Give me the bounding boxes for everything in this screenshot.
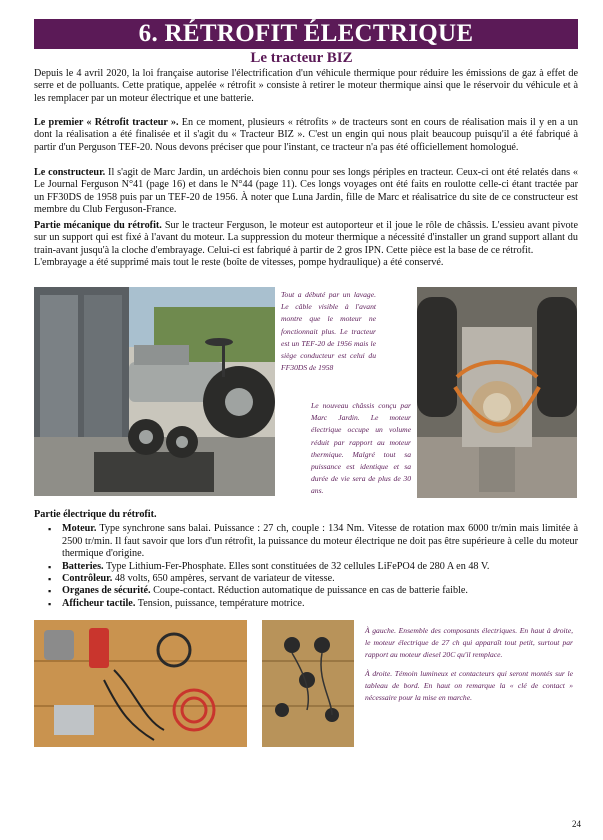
constructeur-paragraph [34, 167, 578, 217]
spec-item-securite: ▪ Organes de sécurité. Coupe-contact. Réduction automatique de puissance en cas de batterie faible. [34, 585, 578, 597]
page-header [34, 19, 578, 49]
page-title: 6. RÉTROFIT ÉLECTRIQUE [138, 20, 474, 47]
electrique-heading: Partie électrique du rétrofit. [34, 509, 157, 520]
caption-components: À gauche. Ensemble des composants électriques. En haut à droite, le moteur électrique de 27 ch qui apparaît tout petit, surtout par rapport au moteur diesel 20C qu'il remplace. À droite. Témoin lumineux et contacteurs qui seront montés sur le tableau de bord. En haut on remarque la « clé de contact » nécessaire pour la mise en marche. [365, 626, 573, 703]
mecanique-paragraph [34, 220, 578, 270]
embrayage-text: L'embrayage a été supprimé mais tout le reste (boîte de vitesses, pompe hydraulique) a été conservé. [34, 257, 444, 269]
spec-item-controleur: ▪ Contrôleur. 48 volts, 650 ampères, servant de variateur de vitesse. [34, 573, 578, 585]
electrique-section [34, 509, 578, 610]
mecanique-label: Partie mécanique du rétrofit. [34, 220, 162, 231]
photo-tractor-wash [34, 287, 275, 496]
spec-item-afficheur: ▪ Afficheur tactile. Tension, puissance, température motrice. [34, 598, 578, 610]
constructeur-text: Il s'agit de Marc Jardin, un ardéchois bien connu pour ses longs périples en tracteur. Ceux-ci ont été relatés dans « Le Journal Ferguson N°41 (page 16) et dans le N°44 (page 11). Ces longs voyages ont été faits en roulotte celle-ci étant tractée par un FF30DS de 1958 puis par un TEF-20 de 1956. À noter que Luna Jardin, fille de Marc et réalisatrice du site de ce constructeur est membre du Club Ferguson-France. [34, 167, 578, 216]
electrique-list [34, 523, 578, 610]
constructeur-label: Le constructeur. [34, 167, 106, 178]
photo-components [34, 620, 247, 747]
spec-item-moteur: ▪ Moteur. Type synchrone sans balai. Puissance : 27 ch, couple : 134 Nm. Vitesse de rotation max 6000 tr/min mais limitée à 2500 tr/min. Il faut savoir que lors d'un rétrofit, la puissance du moteur électrique ne doit pas être supérieure à celle du moteur thermique d'origine. [34, 523, 578, 560]
photo-chassis [417, 287, 577, 498]
photo-switches [262, 620, 354, 747]
spec-item-batteries: ▪ Batteries. Type Lithium-Fer-Phosphate. Elles sont constituées de 32 cellules LiFePO4 de 280 A en 48 V. [34, 561, 578, 573]
tractor-wash-illustration [34, 287, 275, 496]
caption-chassis: Le nouveau châssis conçu par Marc Jardin. Le moteur électrique occupe un volume réduit par rapport au moteur thermique. Malgré tout sa puissance est identique et sa durée de vie sera de plus de 30 ans. [311, 401, 411, 496]
premier-paragraph [34, 117, 578, 154]
chassis-illustration [417, 287, 577, 498]
switches-illustration [262, 620, 354, 747]
premier-text: En ce moment, plusieurs « rétrofits » de tracteurs sont en cours de réalisation mais il y en a un dont la réalisation a été finalisée et il s'agit du « Tracteur BIZ ». C'est un engin qui nous plait beaucoup puisqu'il a été fabriqué à partir d'un Perguson TEF-20. Nous devons préciser que pour l'instant, ce tracteur n'a pas été officiellement homologué. [34, 117, 578, 153]
caption-wash: Tout a débuté par un lavage. Le câble visible à l'avant montre que le moteur ne fonctionnait plus. Le tracteur est un TEF-20 de 1956 mais le siège conducteur est celui du FF30DS de 1958 [281, 290, 376, 373]
components-illustration [34, 620, 247, 747]
page-number: 24 [572, 819, 581, 829]
intro-paragraph: Depuis le 4 avril 2020, la loi française autorise l'électrification d'un véhicule thermique pour réduire les émissions de gaz à effet de serre et de polluants. Cette pratique, appelée « rétrofit » consiste à retirer le moteur thermique ainsi que le réservoir du véhicule et à les remplacer par un moteur électrique et une batterie. [34, 68, 578, 104]
article-subtitle: Le tracteur BIZ [250, 50, 353, 66]
premier-label: Le premier « Rétrofit tracteur ». [34, 117, 179, 128]
mecanique-text: Sur le tracteur Ferguson, le moteur est autoporteur et il joue le rôle de châssis. L'essieu avant pivote sur un support qui est fixé à l'avant du moteur. La suppression du moteur thermique a nécessité d'installer un grand support allant du train-avant jusqu'à la cloche d'embrayage. Celui-ci est fabriqué à partir de 2 gros IPN. Cette pièce est la base de ce rétrofit. [34, 220, 578, 256]
